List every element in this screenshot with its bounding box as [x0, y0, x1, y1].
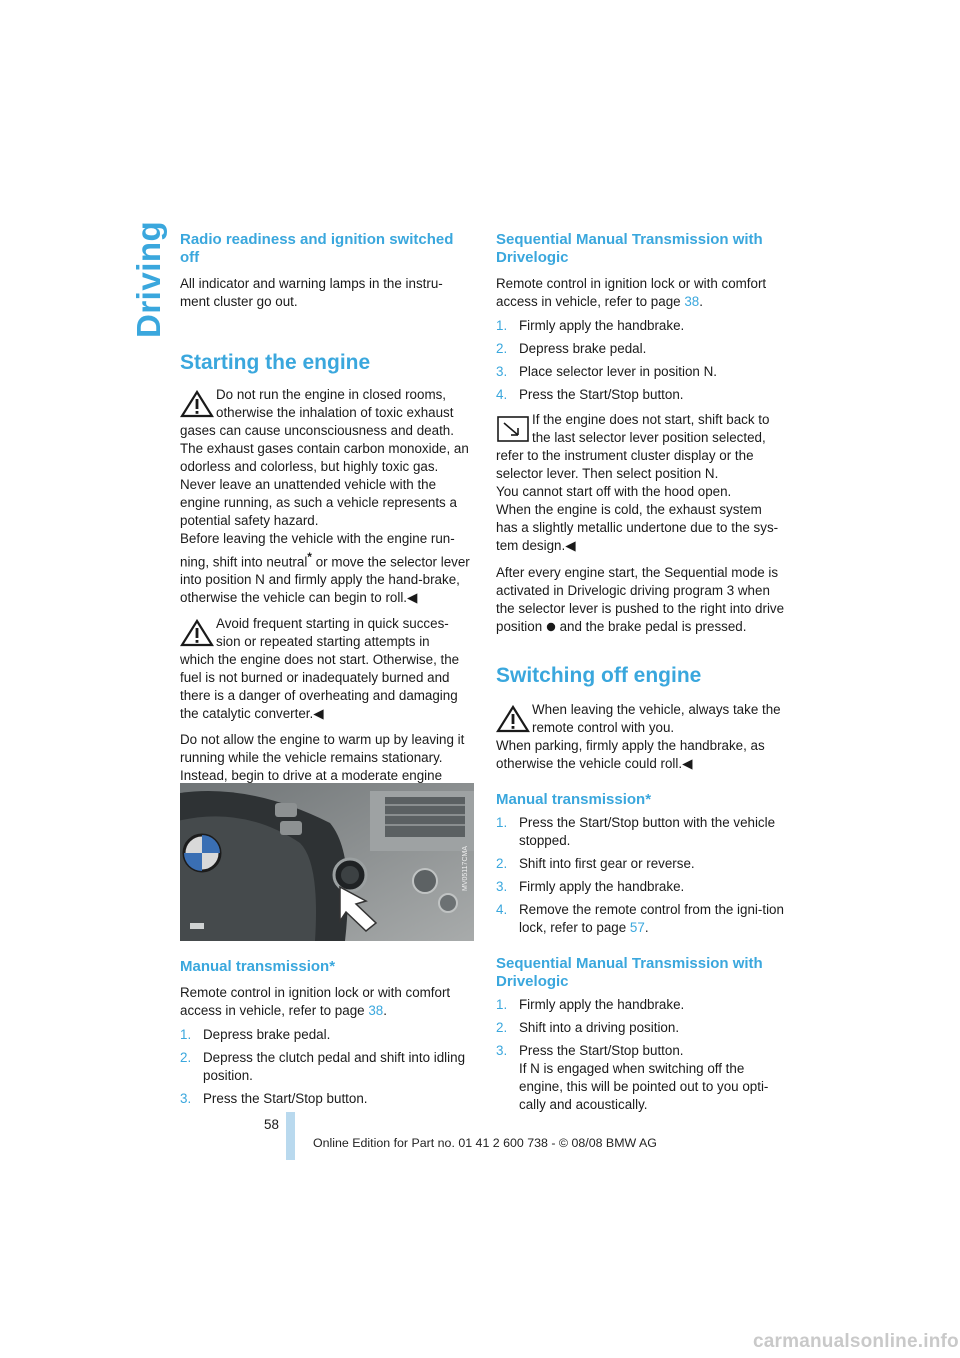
- left-column-lower: [180, 958, 470, 1108]
- warm-up-text: Do not allow the engine to warm up by leaving it running while the vehicle remains stationary. Instead, begin to drive at a moderate engine: [180, 732, 465, 784]
- list-item: 2. Depress the clutch pedal and shift into idling position.: [180, 1050, 466, 1083]
- right-column: [496, 231, 786, 1114]
- warning-switch-line2: remote control with you.: [532, 720, 675, 735]
- section-tab: [128, 220, 167, 348]
- page-number: 58: [264, 1117, 279, 1132]
- steering-wheel-illustration: [180, 783, 474, 941]
- list-item: 1. Press the Start/Stop button with the vehicle stopped.: [496, 815, 776, 848]
- warning-triangle-icon: [496, 705, 530, 733]
- list-item: 2. Shift into a driving position.: [496, 1020, 680, 1035]
- smt-steps: [496, 317, 786, 404]
- switching-off-heading: Switching off engine: [496, 664, 702, 687]
- starting-heading: Starting the engine: [180, 351, 371, 374]
- list-item: 3. Press the Start/Stop button. If N is engaged when switching off the engine, this will be pointed out to you opti-cally and acoustically.: [496, 1043, 769, 1112]
- warning-switch-line1: When leaving the vehicle, always take the: [532, 702, 781, 717]
- warning-switch-off: [496, 701, 786, 773]
- warning-frequent-rest: which the engine does not start. Otherwise, the fuel is not burned or inadequately burned and there is a danger of overheating and damaging the catalytic converter.◀: [180, 652, 460, 722]
- page-link-38[interactable]: 38: [684, 294, 700, 309]
- list-item: 4. Remove the remote control from the igni-tion lock, refer to page 57.: [496, 902, 784, 935]
- warning-switch-rest: When parking, firmly apply the handbrake, as otherwise the vehicle could roll.◀: [496, 738, 765, 771]
- list-item: 2. Shift into first gear or reverse.: [496, 856, 695, 871]
- warning-frequent-start: [180, 615, 470, 723]
- drive-position-icon: [546, 622, 556, 632]
- list-item: 1. Firmly apply the handbrake.: [496, 997, 685, 1012]
- warning-frequent-line2: sion or repeated starting attempts in: [216, 634, 430, 650]
- warning-frequent-line1: Avoid frequent starting in quick succes-: [216, 616, 449, 632]
- manual-transmission-heading: Manual transmission*: [180, 958, 336, 975]
- warning-triangle-icon: [180, 390, 214, 418]
- smt-intro: Remote control in ignition lock or with comfort access in vehicle, refer to page 38.: [496, 276, 767, 309]
- optional-equipment-star: *: [307, 550, 312, 564]
- end-mark: ◀: [313, 706, 324, 722]
- list-item: 3. Press the Start/Stop button.: [180, 1091, 368, 1106]
- start-stop-button-photo: [180, 783, 474, 941]
- warning-exhaust: [180, 386, 470, 607]
- page-link-38[interactable]: 38: [368, 1003, 384, 1018]
- note-icon: [496, 415, 530, 443]
- page-link-57[interactable]: 57: [629, 920, 645, 935]
- section-tab-label: Driving: [130, 220, 167, 338]
- end-mark: ◀: [407, 590, 418, 606]
- smt-off-heading: Sequential Manual Transmission with Drivelogic: [496, 955, 763, 990]
- footer-accent-bar: [286, 1112, 295, 1160]
- warning-exhaust-line2: otherwise the inhalation of toxic exhaust: [216, 405, 454, 420]
- site-watermark: carmanualsonline.info: [753, 1331, 959, 1352]
- end-mark: ◀: [565, 538, 576, 553]
- note-engine-start: [496, 411, 786, 555]
- edition-footer: Online Edition for Part no. 01 41 2 600 738 - © 08/08 BMW AG: [313, 1136, 657, 1150]
- sequential-mode-text: After every engine start, the Sequential mode is activated in Drivelogic driving program 3 when the selector lever is pushed to the right into drive position and the brake pedal is pressed.: [496, 565, 785, 634]
- radio-heading: Radio readiness and ignition switched off: [180, 231, 454, 266]
- warning-triangle-icon: [180, 619, 214, 647]
- note-line1: If the engine does not start, shift back to: [532, 412, 770, 427]
- note-rest: refer to the instrument cluster display or the selector lever. Then select position N.: [496, 448, 754, 481]
- end-mark: ◀: [682, 756, 693, 771]
- note-cold-engine: When the engine is cold, the exhaust system has a slightly metallic undertone due to the sys-tem design.◀: [496, 502, 779, 553]
- manual-intro: Remote control in ignition lock or with comfort access in vehicle, refer to page 38.: [180, 985, 451, 1018]
- list-item: 3. Place selector lever in position N.: [496, 364, 717, 379]
- warning-leave-vehicle: Before leaving the vehicle with the engine run-ning, shift into neutral* or move the selector lever into position N and firmly apply the hand-brake, otherwise the vehicle can begin to roll.◀: [180, 531, 470, 606]
- left-column: [180, 231, 470, 803]
- radio-text: All indicator and warning lamps in the instru-ment cluster go out.: [180, 276, 443, 309]
- list-item: 1. Firmly apply the handbrake.: [496, 318, 685, 333]
- list-item: 1. Depress brake pedal.: [180, 1027, 331, 1042]
- smt-heading: Sequential Manual Transmission with Drivelogic: [496, 231, 763, 266]
- warning-exhaust-rest: gases can cause unconsciousness and death. The exhaust gases contain carbon monoxide, an odorless and colorless, but highly toxic gas. Never leave an unattended vehicle with the engine running, as such a vehicle represents a potential safety hazard.: [180, 423, 469, 528]
- manual-off-steps: [496, 814, 786, 937]
- warning-exhaust-line1: Do not run the engine in closed rooms,: [216, 387, 447, 402]
- smt-off-steps: [496, 996, 786, 1114]
- photo-code: MV05117CMA: [462, 845, 469, 891]
- manual-steps: [180, 1026, 470, 1108]
- note-line2: the last selector lever position selected,: [532, 430, 766, 445]
- list-item: 4. Press the Start/Stop button.: [496, 387, 684, 402]
- list-item: 2. Depress brake pedal.: [496, 341, 647, 356]
- manual-transmission-off-heading: Manual transmission*: [496, 791, 652, 808]
- list-item: 3. Firmly apply the handbrake.: [496, 879, 685, 894]
- note-hood: You cannot start off with the hood open.: [496, 484, 732, 499]
